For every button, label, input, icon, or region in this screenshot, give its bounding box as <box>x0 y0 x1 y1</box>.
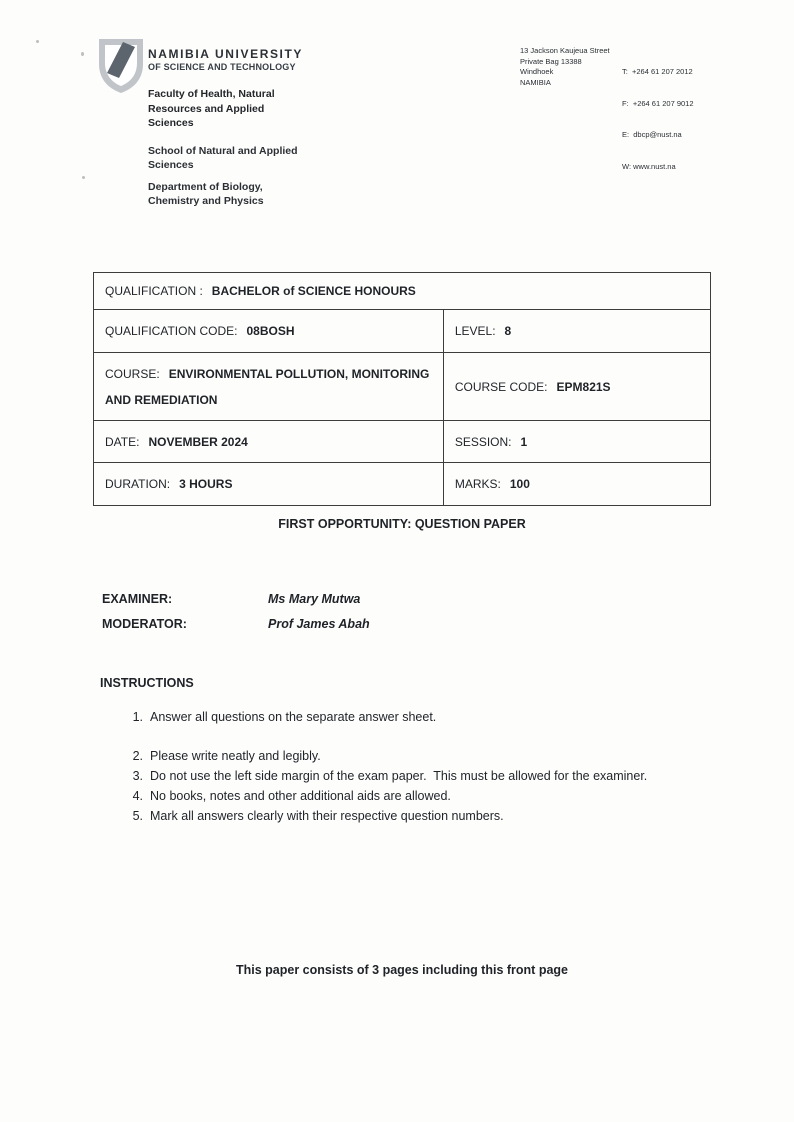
instruction-text: Answer all questions on the separate answer sheet. <box>150 710 437 724</box>
date-cell <box>94 421 444 463</box>
course-code-value: EPM821S <box>556 379 611 394</box>
page-count-note: This paper consists of 3 pages including this front page <box>236 963 568 977</box>
level-cell <box>443 310 710 353</box>
qualification-value: BACHELOR of SCIENCE HONOURS <box>211 284 416 298</box>
instructions-heading: INSTRUCTIONS <box>100 676 194 690</box>
address-line: NAMIBIA <box>520 77 551 87</box>
faculty-name: Faculty of Health, Natural Resources and Applied Sciences <box>148 88 275 129</box>
contact-block <box>622 46 694 193</box>
scan-speck <box>81 52 84 56</box>
instruction-text: No books, notes and other additional aids are allowed. <box>150 789 451 803</box>
course-value: ENVIRONMENTAL POLLUTION, MONITORING AND REMEDIATION <box>105 366 430 407</box>
address-block <box>520 46 610 88</box>
address-line: Windhoek <box>520 67 554 76</box>
instruction-item <box>127 767 687 786</box>
marks-label: MARKS: <box>454 477 501 491</box>
course-label: COURSE: <box>105 366 160 381</box>
duration-cell <box>94 463 444 506</box>
instruction-item <box>127 807 687 826</box>
level-label: LEVEL: <box>454 324 496 338</box>
qualification-code-label: QUALIFICATION CODE: <box>105 324 238 338</box>
contact-line: E: dbcp@nust.na <box>622 130 682 139</box>
moderator-name: Prof James Abah <box>268 617 370 631</box>
university-name-subline: OF SCIENCE AND TECHNOLOGY <box>148 62 296 72</box>
qualification-cell <box>94 273 711 310</box>
instruction-text: Mark all answers clearly with their respective question numbers. <box>150 809 504 823</box>
session-cell <box>443 421 710 463</box>
department-name: Department of Biology, Chemistry and Physics <box>148 181 264 207</box>
officials-block <box>102 592 370 642</box>
course-cell <box>94 353 444 421</box>
table-row <box>94 463 711 506</box>
session-value: 1 <box>520 434 528 449</box>
examiner-label: EXAMINER: <box>102 592 173 606</box>
moderator-label: MODERATOR: <box>102 617 187 631</box>
opportunity-heading: FIRST OPPORTUNITY: QUESTION PAPER <box>278 517 526 531</box>
instructions-list <box>127 708 687 827</box>
marks-value: 100 <box>509 477 530 491</box>
course-code-cell <box>443 353 710 421</box>
examiner-name: Ms Mary Mutwa <box>268 592 361 606</box>
qualification-code-cell <box>94 310 444 353</box>
examiner-row <box>102 592 370 606</box>
contact-line: T: +264 61 207 2012 <box>622 67 693 76</box>
date-label: DATE: <box>105 434 140 449</box>
table-row <box>94 273 711 310</box>
exam-info-table <box>93 272 711 506</box>
scan-speck <box>36 40 39 43</box>
nust-shield-logo-icon <box>95 37 147 95</box>
course-code-label: COURSE CODE: <box>454 379 548 394</box>
level-value: 8 <box>504 324 512 338</box>
contact-line: W: www.nust.na <box>622 161 676 171</box>
instruction-item <box>127 787 687 806</box>
instruction-text: Do not use the left side margin of the exam paper. This must be allowed for the examiner. <box>150 769 648 783</box>
date-value: NOVEMBER 2024 <box>148 434 248 449</box>
scan-speck <box>82 176 85 179</box>
instruction-text: Please write neatly and legibly. <box>150 749 321 763</box>
instruction-item <box>127 708 687 727</box>
duration-value: 3 HOURS <box>179 477 233 491</box>
marks-cell <box>443 463 710 506</box>
moderator-row <box>102 617 370 631</box>
table-row <box>94 310 711 353</box>
table-row <box>94 421 711 463</box>
school-name: School of Natural and Applied Sciences <box>148 145 298 171</box>
table-row <box>94 353 711 421</box>
address-line: Private Bag 13388 <box>520 56 582 66</box>
address-line: 13 Jackson Kaujeua Street <box>520 46 610 55</box>
contact-line: F: +264 61 207 9012 <box>622 98 694 108</box>
session-label: SESSION: <box>454 434 512 449</box>
instruction-item <box>127 747 687 766</box>
duration-label: DURATION: <box>105 477 171 491</box>
qualification-label: QUALIFICATION : <box>105 284 203 298</box>
qualification-code-value: 08BOSH <box>246 324 295 338</box>
university-name: NAMIBIA UNIVERSITY <box>148 47 304 61</box>
